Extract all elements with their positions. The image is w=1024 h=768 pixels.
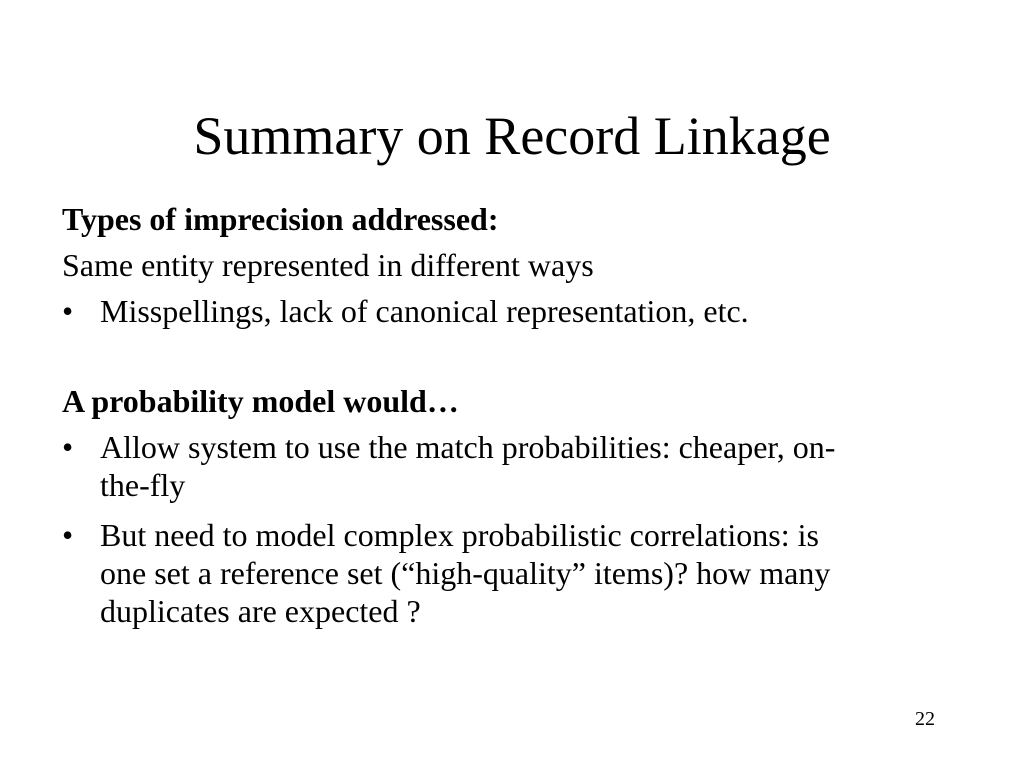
- bullet-icon: •: [62, 429, 74, 465]
- bullet-icon: •: [62, 293, 74, 329]
- bullet-text: But need to model complex probabilistic correlations: is one set a reference set (“high-quality” items)? how many duplicates are expected ?: [100, 517, 831, 629]
- bullet-item-misspellings: [62, 292, 942, 330]
- section-heading-imprecision: Types of imprecision addressed:: [62, 201, 499, 237]
- section-line-same-entity: Same entity represented in different ways: [62, 247, 594, 283]
- bullet-icon: •: [62, 517, 74, 553]
- slide-body: [62, 200, 942, 630]
- bullet-item-match-probabilities: [62, 428, 942, 504]
- page-number: 22: [915, 708, 935, 730]
- slide-title: Summary on Record Linkage: [193, 106, 831, 166]
- bullet-text: Allow system to use the match probabilities: cheaper, on-the-fly: [100, 429, 836, 503]
- bullet-item-correlations: [62, 516, 942, 630]
- section-heading-probability-model: A probability model would…: [62, 383, 459, 419]
- bullet-text: Misspellings, lack of canonical representation, etc.: [100, 293, 749, 329]
